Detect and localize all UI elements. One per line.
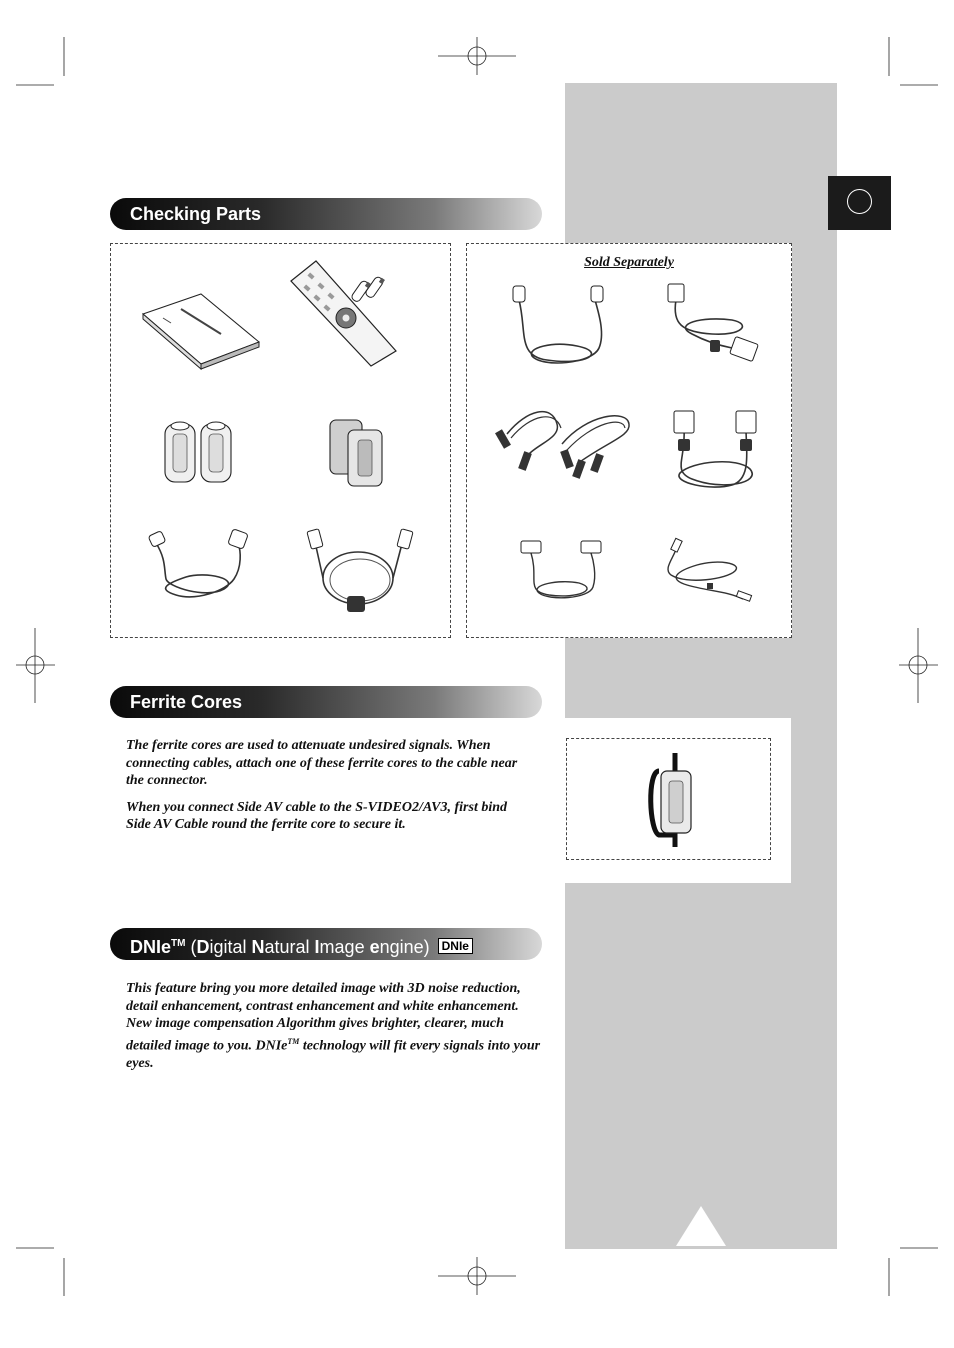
dnie-title-tm: TM	[171, 938, 186, 949]
remote-control-batteries-icon	[286, 256, 411, 371]
section-header-ferrite-cores	[110, 686, 542, 718]
rca-av-cable-icon	[497, 404, 632, 479]
section-title: Checking Parts	[130, 204, 262, 224]
language-tab-circle-icon	[847, 189, 872, 214]
dnie-paragraph-part2: technology will fit every signals into your eyes.	[126, 1038, 541, 1072]
registration-crosshair-right	[899, 628, 938, 703]
dnie-logo-badge: DNIe	[438, 938, 473, 954]
power-cord-icon	[146, 529, 246, 609]
sold-separately-caption: Sold Separately	[584, 255, 674, 270]
scart-cable-icon	[519, 539, 604, 604]
registration-crosshair-left	[16, 628, 55, 703]
dvi-cable-icon	[662, 409, 767, 494]
antenna-cable-icon	[303, 526, 418, 616]
language-tab	[828, 176, 891, 230]
pc-d-sub-cable-icon	[662, 284, 762, 369]
sold-separately-box	[466, 243, 792, 638]
audio-jack-cable-icon	[657, 539, 752, 609]
included-parts-box	[110, 243, 451, 638]
s-video-cable-icon	[507, 286, 612, 371]
dnie-text	[126, 980, 546, 1082]
ferrite-core-pair-large-icon	[326, 416, 391, 488]
section-header-checking-parts	[110, 198, 542, 230]
dnie-paragraph-tm: TM	[287, 1036, 300, 1046]
dnie-title-letter-i: I	[314, 937, 320, 957]
page-triangle-icon	[676, 1206, 726, 1246]
ferrite-illustration-box	[566, 738, 771, 860]
dnie-title-word-natural: atural	[264, 937, 315, 957]
registration-crosshair-top	[438, 37, 516, 75]
dnie-title-letter-n: N	[251, 937, 265, 957]
dnie-title-letter-d: D	[196, 937, 210, 957]
section-header-dnie	[110, 928, 542, 960]
ferrite-core-pair-small-icon	[161, 416, 241, 486]
ferrite-paragraph-2: When you connect Side AV cable to the S-VIDEO2/AV3, first bind Side AV Cable round the ferrite core to secure it.	[126, 799, 508, 833]
dnie-title-word-image: mage	[319, 937, 370, 957]
dnie-title-letter-e: e	[369, 937, 380, 957]
ferrite-cores-text	[126, 737, 521, 843]
registration-crosshair-bottom	[438, 1257, 516, 1295]
dnie-title-name: DNIe	[130, 937, 172, 957]
ferrite-paragraph-1: The ferrite cores are used to attenuate undesired signals. When connecting cables, attach one of these ferrite cores to the cable near the connector.	[126, 738, 518, 789]
ferrite-core-on-cable-icon	[645, 751, 701, 849]
dnie-title-word-digital: igital	[209, 937, 252, 957]
dnie-paragraph-part1: This feature bring you more detailed image with 3D noise reduction, detail enhancement, contrast enhancement and white enhancement. New image compensation Algorithm gives brighter, clearer, much detailed image to you. DNIe	[126, 981, 521, 1054]
owners-manual-icon	[141, 294, 261, 369]
dnie-paragraph	[126, 980, 546, 1073]
section-title: Ferrite Cores	[130, 692, 243, 712]
dnie-title-open: (	[185, 937, 197, 957]
dnie-title-word-engine: ngine)	[379, 937, 430, 957]
